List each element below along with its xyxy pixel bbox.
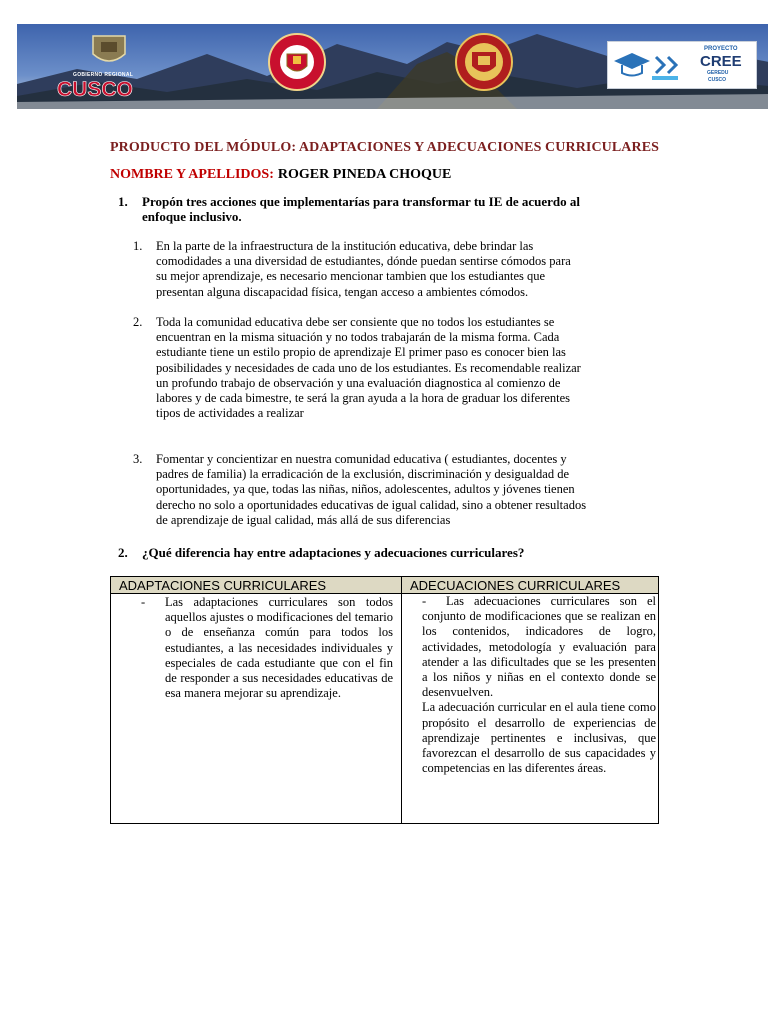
- list-text: [156, 239, 656, 300]
- gobierno-regional-logo: [53, 32, 163, 102]
- list-number: 3.: [133, 452, 143, 466]
- list-number: 2.: [133, 315, 143, 329]
- proyecto-cree-logo: [607, 41, 757, 89]
- list-number: 1.: [133, 239, 143, 253]
- drec-seal: [267, 32, 327, 92]
- text-line: posibilidades y necesidades de cada uno de los estudiantes. Es recomendable realizar: [156, 360, 581, 375]
- table-header-row: [111, 577, 659, 594]
- text-line: estudiante tiene un estilo propio de aprendizaje El primer paso es conocer bien las: [156, 345, 566, 360]
- name-label: NOMBRE Y APELLIDOS:: [110, 167, 274, 182]
- text-line: En la parte de la infraestructura de la institución educativa, debe brindar las: [156, 239, 534, 253]
- name-line: [110, 167, 451, 183]
- text-line: presentan alguna discapacidad física, tengan acceso a ambientes cómodos.: [156, 284, 529, 299]
- geredu-label: GEREDU: [707, 70, 729, 76]
- question-number: 2.: [118, 545, 128, 560]
- question-line: enfoque inclusivo.: [142, 209, 242, 224]
- list-text: [156, 452, 656, 528]
- text-line: tipos de actividades a realizar: [156, 406, 304, 421]
- seal-icon: [267, 32, 327, 92]
- text-line: su mejor aprendizaje, es necesario mencionar tambien que los estudiantes que: [156, 269, 546, 284]
- text-line: encuentran en la misma situación y no todos trabajarán de la misma forma. Cada: [156, 330, 560, 345]
- text-line: comodidades a una diversidad de estudiantes, dónde puedan sentirse cómodos para: [156, 254, 571, 269]
- question-number: 1.: [118, 194, 128, 209]
- bullet-dash: -: [422, 594, 427, 608]
- name-value: ROGER PINEDA CHOQUE: [277, 167, 452, 182]
- text-line: padres de familia) la erradicación de la exclusión, discriminación y desigualdad de: [156, 467, 570, 482]
- logo-cusco: CUSCO: [57, 78, 133, 101]
- table-cell-adecuaciones: [402, 594, 659, 824]
- text-line: labores y de cada bimestre, te será la gran ayuda a la hora de graduar los diferentes: [156, 391, 571, 406]
- coat-of-arms-icon: [454, 32, 514, 92]
- table-cell-adaptaciones: [111, 594, 402, 824]
- text-line: un profundo trabajo de observación y una evaluación diagnostica al comienzo de: [156, 375, 561, 390]
- adecuaciones-text-2: La adecuación curricular en el aula tiene como propósito el desarrollo de experiencias de aprendizaje pertinentes e inclusivas, que favorezcan el desarrollo de sus capacidades y competencias en las diferentes áreas.: [422, 700, 656, 776]
- bullet-dash: -: [141, 595, 146, 609]
- text-line: Toda la comunidad educativa debe ser consiente que no todos los estudiantes se: [156, 315, 555, 329]
- question-text: [142, 194, 642, 224]
- cusco-coat-of-arms: [454, 32, 514, 92]
- cell-content: [402, 594, 658, 776]
- text-line: de aprendizaje de igual calidad, más allá de sus diferencias: [156, 512, 451, 527]
- question-line: Propón tres acciones que implementarías para transformar tu IE de acuerdo al: [142, 194, 580, 209]
- adecuaciones-text: Las adecuaciones curriculares son el conjunto de modificaciones que se realizan en los contenidos, indicadores de logro, actividades, metodología y evaluación para atender a las dificultades que se les presenten a los niños y niñas en el contexto donde se desenvuelven.: [422, 594, 656, 700]
- table-row: [111, 594, 659, 824]
- comparison-table: [110, 576, 659, 824]
- document-title: PRODUCTO DEL MÓDULO: ADAPTACIONES Y ADECUACIONES CURRICULARES: [110, 140, 660, 155]
- text-line: derecho no solo a oportunidades educativas de igual calidad, sino a obtener resultados: [156, 497, 587, 512]
- adaptaciones-text: Las adaptaciones curriculares son todos aquellos ajustes o modificaciones del temario o de enseñanza común para todos los estudiantes, a las necesidades individuales y especiales de cada estudiante que con el fin de responder a sus necesidades educativas de esa manera mejorar su aprendizaje.: [165, 595, 393, 701]
- logo-caption: GOBIERNO REGIONAL: [73, 72, 134, 78]
- text-line: Fomentar y concientizar en nuestra comunidad educativa ( estudiantes, docentes y: [156, 452, 567, 466]
- proyecto-label: PROYECTO: [704, 46, 738, 52]
- table-header-adaptaciones: ADAPTACIONES CURRICULARES: [111, 577, 402, 594]
- cree-label: CREE: [700, 53, 742, 70]
- cell-content: [111, 594, 401, 701]
- graduation-cap-icon: [612, 47, 682, 83]
- table-header-adecuaciones: ADECUACIONES CURRICULARES: [402, 577, 659, 594]
- cusco-label: CUSCO: [708, 77, 727, 83]
- shield-icon: [89, 34, 129, 68]
- header-banner: [17, 24, 768, 109]
- text-line: oportunidades, ya que, todas las niñas, niños, adolescentes, adultos y jóvenes tienen: [156, 482, 575, 497]
- question-text: ¿Qué diferencia hay entre adaptaciones y adecuaciones curriculares?: [142, 545, 525, 560]
- list-text: [156, 315, 656, 421]
